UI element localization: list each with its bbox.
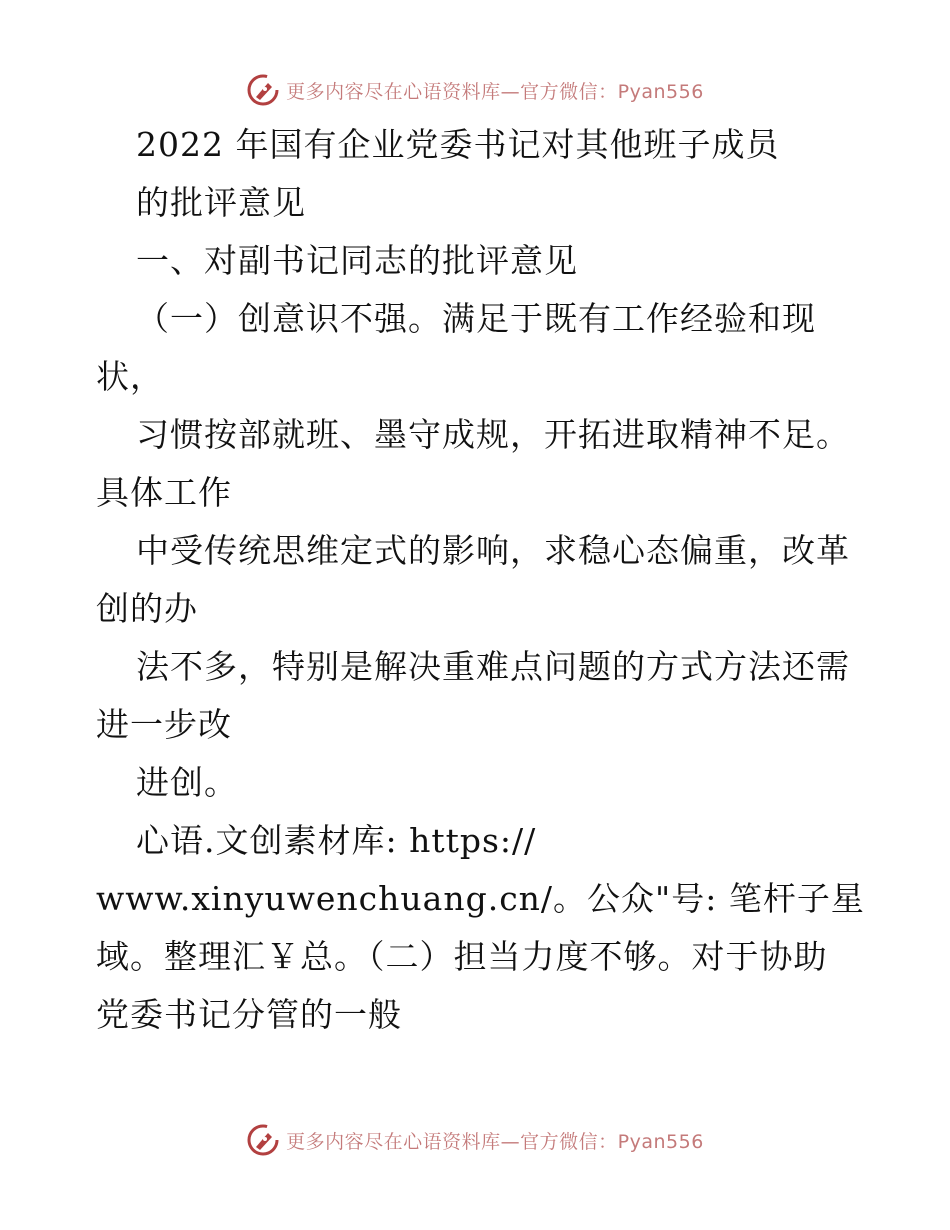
body-line: www.xinyuwenchuang.cn/。公众"号: 笔杆子星 bbox=[96, 879, 865, 918]
body-line: 创的办 bbox=[96, 589, 198, 628]
pen-nib-logo-icon bbox=[246, 1123, 280, 1157]
body-line: 法不多，特别是解决重难点问题的方式方法还需 bbox=[136, 647, 850, 686]
pen-nib-logo-icon bbox=[246, 73, 280, 107]
watermark-text: 更多内容尽在心语资料库—官方微信：Pyan556 bbox=[286, 1130, 704, 1153]
body-line: 域。整理汇￥总。（二）担当力度不够。对于协助 bbox=[96, 937, 828, 976]
body-line: 党委书记分管的一般 bbox=[96, 995, 402, 1034]
body-line: 具体工作 bbox=[96, 473, 232, 512]
header-watermark bbox=[0, 70, 950, 110]
watermark-text: 更多内容尽在心语资料库—官方微信：Pyan556 bbox=[286, 80, 704, 103]
footer-watermark bbox=[0, 1120, 950, 1160]
body-line: 进一步改 bbox=[96, 705, 232, 744]
body-line: 心语.文创素材库: https:// bbox=[136, 821, 537, 860]
body-line: 中受传统思维定式的影响，求稳心态偏重，改革 bbox=[136, 531, 850, 570]
body-line: （一）创意识不强。满足于既有工作经验和现 bbox=[136, 299, 816, 338]
section-heading: 一、对副书记同志的批评意见 bbox=[136, 241, 578, 280]
body-line: 状， bbox=[96, 357, 164, 396]
body-line: 习惯按部就班、墨守成规，开拓进取精神不足。 bbox=[136, 415, 850, 454]
body-line: 进创。 bbox=[136, 763, 238, 802]
document-title: 2022 年国有企业党委书记对其他班子成员 bbox=[136, 125, 780, 164]
document-title-continued: 的批评意见 bbox=[136, 183, 306, 222]
